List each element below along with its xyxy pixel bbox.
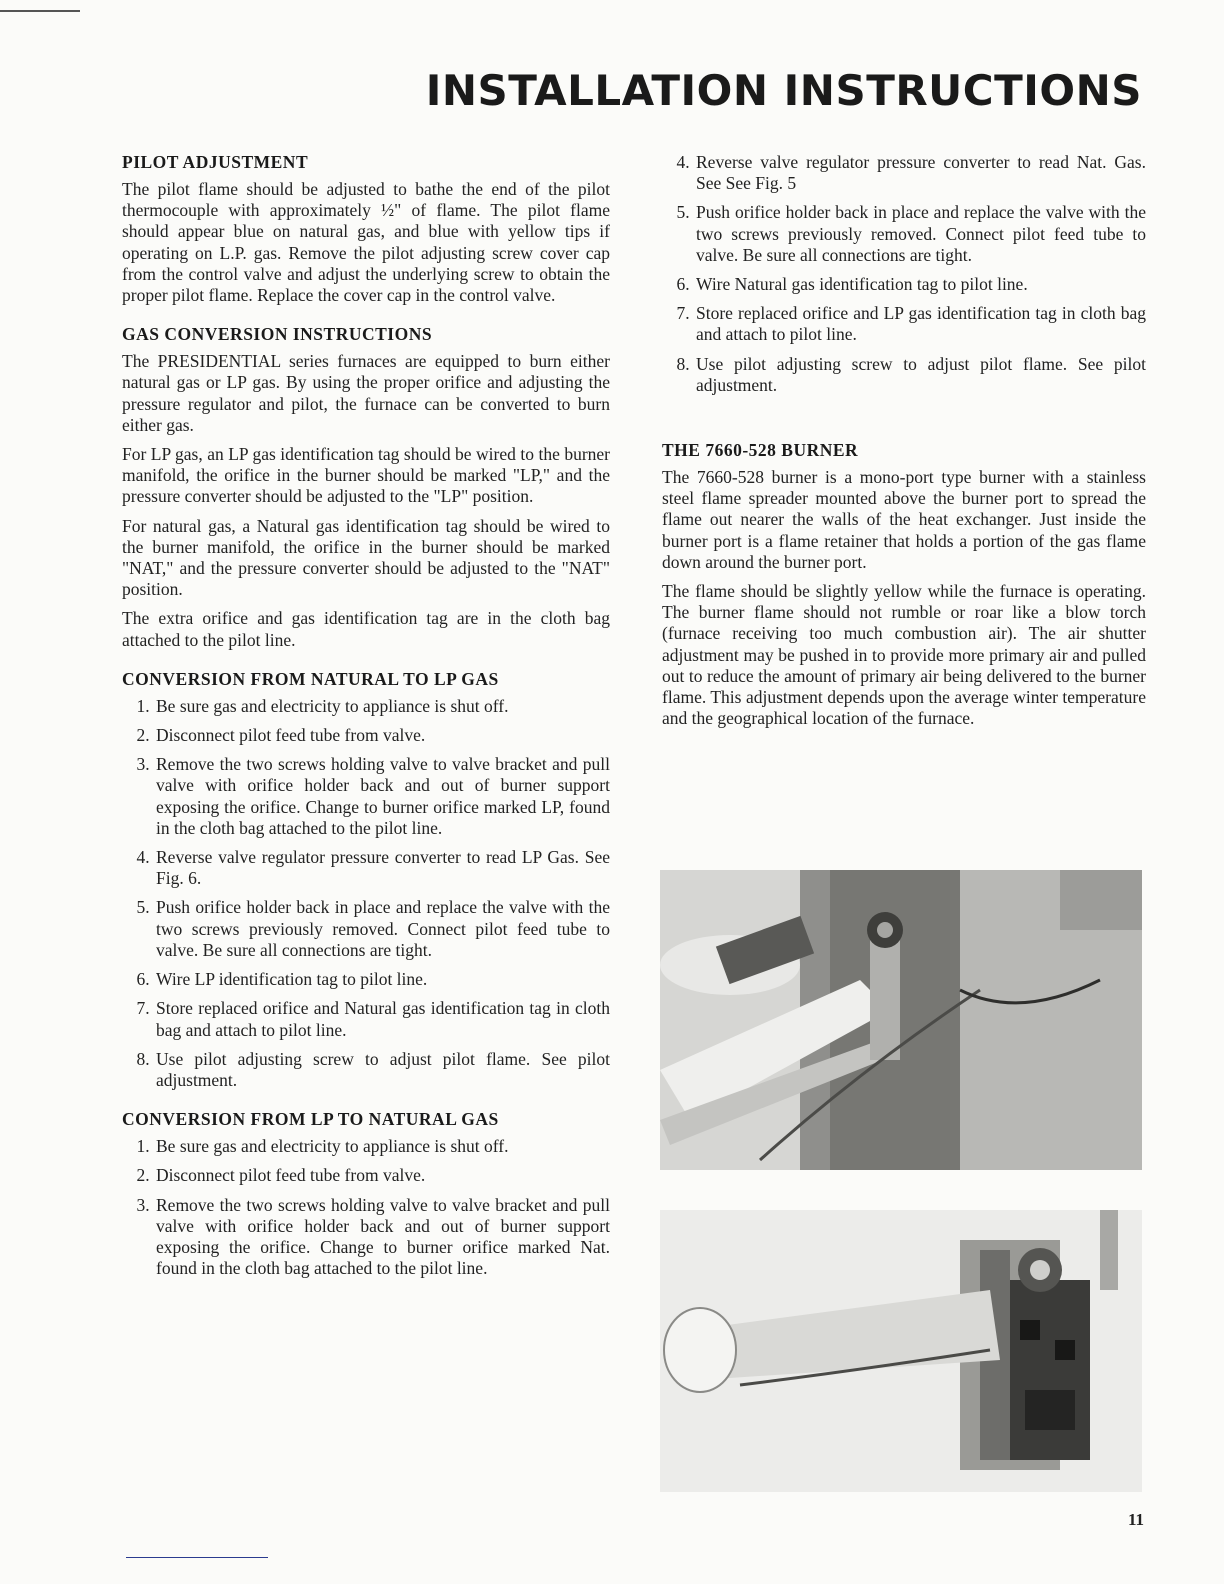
list-item: 1. Be sure gas and electricity to appliance is shut off. [154, 696, 610, 717]
burner-section [662, 440, 1146, 729]
lp-to-natural-steps [122, 1136, 610, 1279]
gas-conversion-paragraph: For natural gas, a Natural gas identification tag should be wired to the burner manifold, the orifice in the burner should be marked "NAT," and the pressure converter should be adjusted to the "NAT" position. [122, 515, 610, 600]
pilot-adjustment-section [122, 152, 610, 306]
gas-conversion-paragraph: The extra orifice and gas identification tag are in the cloth bag attached to the pilot line. [122, 608, 610, 650]
list-item: 3. Remove the two screws holding valve to valve bracket and pull valve with orifice holder back and out of burner support exposing the orifice. Change to burner orifice marked LP, found in the cloth bag attached to the pilot line. [154, 754, 610, 839]
left-column [122, 152, 610, 1297]
list-item: 8. Use pilot adjusting screw to adjust pilot flame. See pilot adjustment. [694, 354, 1146, 396]
burner-paragraph: The flame should be slightly yellow while the furnace is operating. The burner flame should not rumble or roar like a blow torch (furnace receiving too much combustion air). The air shutter adjustment may be pushed in to provide more primary air and pulled out to reduce the amount of primary air being delivered to the burner flame. This adjustment depends upon the average winter temperature and the geographical location of the furnace. [662, 581, 1146, 729]
list-item: 2. Disconnect pilot feed tube from valve. [154, 1165, 610, 1186]
list-item: 4. Reverse valve regulator pressure converter to read Nat. Gas. See See Fig. 5 [694, 152, 1146, 194]
burner-closeup-photo [660, 870, 1142, 1170]
burner-paragraph: The 7660-528 burner is a mono-port type burner with a stainless steel flame spreader mounted above the burner port to spread the flame out nearer the walls of the heat exchanger. Just inside the burner port is a flame retainer that holds a portion of the gas flame down around the burner port. [662, 467, 1146, 572]
lp-to-natural-heading: CONVERSION FROM LP TO NATURAL GAS [122, 1109, 499, 1130]
list-item: 6. Wire LP identification tag to pilot line. [154, 969, 610, 990]
natural-to-lp-heading: CONVERSION FROM NATURAL TO LP GAS [122, 668, 499, 689]
list-item: 1. Be sure gas and electricity to appliance is shut off. [154, 1136, 610, 1157]
list-item: 7. Store replaced orifice and LP gas identification tag in cloth bag and attach to pilot line. [694, 303, 1146, 345]
gas-conversion-heading: GAS CONVERSION INSTRUCTIONS [122, 324, 433, 345]
natural-to-lp-steps [122, 696, 610, 1091]
list-item: 4. Reverse valve regulator pressure converter to read LP Gas. See Fig. 6. [154, 847, 610, 889]
list-item: 5. Push orifice holder back in place and replace the valve with the two screws previously removed. Connect pilot feed tube to valve. Be sure all connections are tight. [154, 897, 610, 961]
list-item: 7. Store replaced orifice and Natural gas identification tag in cloth bag and attach to pilot line. [154, 998, 610, 1040]
list-item: 6. Wire Natural gas identification tag to pilot line. [694, 274, 1146, 295]
burner-heading: THE 7660-528 BURNER [662, 440, 859, 461]
gas-conversion-paragraph: The PRESIDENTIAL series furnaces are equipped to burn either natural gas or LP gas. By using the proper orifice and adjusting the pressure regulator and pilot, the furnace can be converted to burn either gas. [122, 351, 610, 435]
pilot-adjustment-heading: PILOT ADJUSTMENT [122, 152, 309, 172]
burner-assembly-photo [660, 1210, 1142, 1492]
corner-mark [0, 10, 80, 12]
lp-to-natural-section-part1 [122, 1109, 610, 1279]
gas-conversion-section [122, 324, 610, 651]
page-number: 11 [1127, 1510, 1144, 1529]
right-column [662, 152, 1146, 747]
lp-to-natural-steps-continued [662, 152, 1146, 396]
list-item: 3. Remove the two screws holding valve to valve bracket and pull valve with orifice holder back and out of burner support exposing the orifice. Change to burner orifice marked Nat. found in the cloth bag attached to the pilot line. [154, 1195, 610, 1280]
footer-line [126, 1557, 268, 1558]
page-title: INSTALLATION INSTRUCTIONS [425, 66, 1142, 115]
natural-to-lp-section [122, 669, 610, 1091]
list-item: 2. Disconnect pilot feed tube from valve. [154, 725, 610, 746]
pilot-adjustment-text: The pilot flame should be adjusted to bathe the end of the pilot thermocouple with approximately ½" of flame. The pilot flame should appear blue on natural gas, and blue with yellow tips if operating on L.P. gas. Remove the pilot adjusting screw cover cap from the control valve and adjust the underlying screw to obtain the proper pilot flame. Replace the cover cap in the control valve. [122, 179, 610, 306]
list-item: 8. Use pilot adjusting screw to adjust pilot flame. See pilot adjustment. [154, 1049, 610, 1091]
list-item: 5. Push orifice holder back in place and replace the valve with the two screws previously removed. Connect pilot feed tube to valve. Be sure all connections are tight. [694, 202, 1146, 266]
gas-conversion-paragraph: For LP gas, an LP gas identification tag should be wired to the burner manifold, the orifice in the burner should be marked "LP," and the pressure converter should be adjusted to the "LP" position. [122, 444, 610, 507]
